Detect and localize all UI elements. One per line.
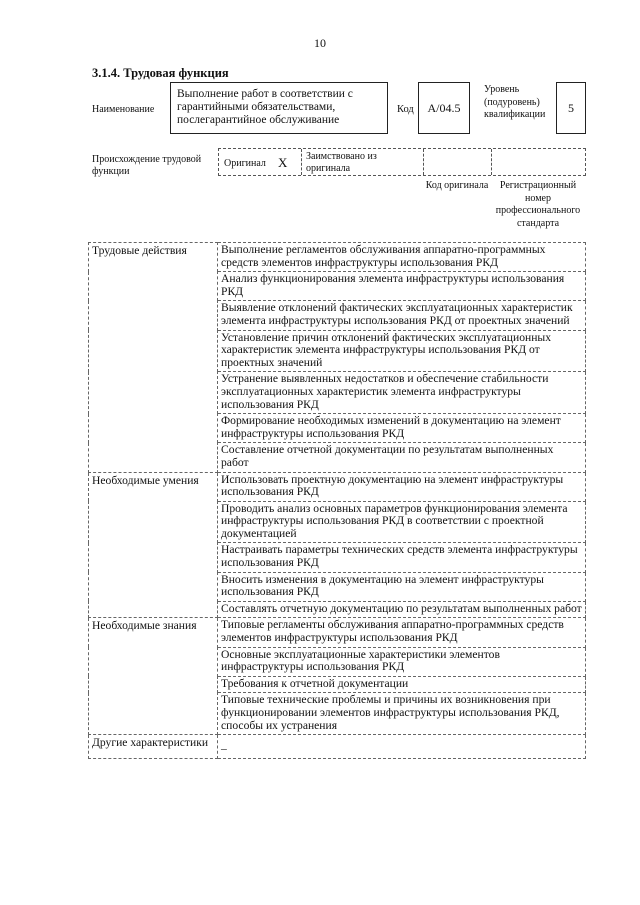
table-cell: Проводить анализ основных параметров функционирования элемента инфраструктуры использования РКД в соответствии с проектной документацией — [218, 501, 586, 543]
table-cell: Использовать проектную документацию на элемент инфраструктуры использования РКД — [218, 472, 586, 501]
code-label: Код — [397, 104, 414, 115]
category-cell: Другие характеристики — [89, 735, 218, 759]
original-label: Оригинал — [224, 158, 266, 169]
table-cell: Составлять отчетную документацию по результатам выполненных работ — [218, 601, 586, 618]
category-cell: Необходимые умения — [89, 472, 218, 618]
table-cell: Устранение выявленных недостатков и обеспечение стабильности эксплуатационных характеристик элемента инфраструктуры использования РКД — [218, 372, 586, 414]
origin-divider — [491, 149, 492, 175]
table-cell: Настраивать параметры технических средств элемента инфраструктуры использования РКД — [218, 543, 586, 572]
origin-divider — [301, 149, 302, 175]
page-number: 10 — [314, 36, 326, 50]
table-row — [89, 618, 586, 647]
table-cell: Требования к отчетной документации — [218, 676, 586, 693]
table-cell: Выявление отклонений фактических эксплуатационных характеристик элемента инфраструктуры использования РКД от проектных значений — [218, 301, 586, 330]
qualification-level-box: 5 — [556, 82, 586, 134]
table-cell: Формирование необходимых изменений в документацию на элемент инфраструктуры использования РКД — [218, 414, 586, 443]
table-cell: Основные эксплуатационные характеристики элементов инфраструктуры использования РКД — [218, 647, 586, 676]
section-title: 3.1.4. Трудовая функция — [92, 66, 229, 80]
name-label: Наименование — [92, 104, 155, 115]
category-cell: Необходимые знания — [89, 618, 218, 735]
table-cell: Типовые регламенты обслуживания аппаратно-программных средств элементов инфраструктуры использования РКД — [218, 618, 586, 647]
code-original-label: Код оригинала — [425, 180, 489, 191]
table-row — [89, 243, 586, 272]
function-table — [88, 242, 586, 759]
table-cell: Установление причин отклонений фактических эксплуатационных характеристик элемента инфраструктуры использования РКД от проектных значений — [218, 330, 586, 372]
table-cell: Выполнение регламентов обслуживания аппаратно-программных средств элементов инфраструктуры использования РКД — [218, 243, 586, 272]
registration-number-label: Регистрационный номер профессионального стандарта — [495, 180, 581, 229]
origin-divider — [423, 149, 424, 175]
origin-label: Происхождение трудовой функции — [92, 154, 202, 177]
function-name-box: Выполнение работ в соответствии с гарантийными обязательствами, послегарантийное обслуживание — [170, 82, 388, 134]
table-cell: Типовые технические проблемы и причины их возникновения при функционировании элементов инфраструктуры использования РКД, способы их устранения — [218, 693, 586, 735]
table-cell: Составление отчетной документации по результатам выполненных работ — [218, 443, 586, 472]
borrowed-label: Заимствовано из оригинала — [306, 151, 377, 174]
category-cell: Трудовые действия — [89, 243, 218, 473]
original-mark: Х — [278, 155, 288, 170]
code-box: A/04.5 — [418, 82, 470, 134]
table-row — [89, 735, 586, 759]
table-row — [89, 472, 586, 501]
table-cell: Вносить изменения в документацию на элемент инфраструктуры использования РКД — [218, 572, 586, 601]
qualification-level-label: Уровень (подуровень) квалификации — [484, 84, 546, 120]
table-cell: – — [218, 735, 586, 759]
table-cell: Анализ функционирования элемента инфраструктуры использования РКД — [218, 272, 586, 301]
